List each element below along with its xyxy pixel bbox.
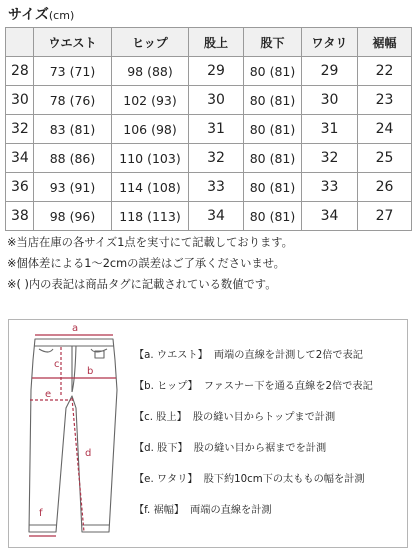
table-row: [6, 86, 412, 115]
header-cell-waist: ウエスト: [34, 28, 112, 57]
jeans-illustration: [9, 320, 134, 547]
legend-text: 股の縫い目からトップまで計測: [192, 412, 336, 423]
table-cell: 31: [189, 115, 244, 144]
table-cell: 31: [302, 115, 358, 144]
table-cell: 30: [6, 86, 34, 115]
header-cell-thigh: ワタリ: [302, 28, 358, 57]
label-a: a: [72, 323, 79, 334]
legend-text: 股下約10cm下の太ももの幅を計測: [203, 474, 365, 485]
table-cell: 38: [6, 202, 34, 231]
table-cell: 80 (81): [244, 57, 302, 86]
label-d: d: [85, 448, 92, 459]
legend-key: 【f. 裾幅】: [134, 505, 185, 516]
table-cell: 34: [302, 202, 358, 231]
table-cell: 30: [189, 86, 244, 115]
table-cell: 80 (81): [244, 173, 302, 202]
pocket-left: [39, 349, 53, 352]
table-header-row: [6, 28, 412, 57]
legend-key: 【a. ウエスト】: [134, 350, 208, 361]
table-cell: 93 (91): [34, 173, 112, 202]
note-tag-values: ※( )内の表記は商品タグに記載されている数値です。: [7, 278, 277, 291]
table-cell: 23: [358, 86, 412, 115]
table-cell: 24: [358, 115, 412, 144]
legend-item-inseam: [134, 440, 406, 471]
table-cell: 27: [358, 202, 412, 231]
table-cell: 88 (86): [34, 144, 112, 173]
table-cell: 26: [358, 173, 412, 202]
table-cell: 33: [302, 173, 358, 202]
note-stock-measure: ※当店在庫の各サイズ1点を実寸にて記載しております。: [7, 236, 293, 249]
header-cell-inseam: 股下: [244, 28, 302, 57]
note-tolerance: ※個体差による1〜2cmの誤差はご了承くださいませ。: [7, 257, 285, 270]
header-cell-size: [6, 28, 34, 57]
table-cell: 80 (81): [244, 202, 302, 231]
notes: [7, 232, 411, 295]
table-cell: 29: [189, 57, 244, 86]
legend-item-waist: [134, 347, 406, 378]
fly-curve: [72, 346, 76, 392]
table-cell: 102 (93): [112, 86, 189, 115]
table-cell: 32: [302, 144, 358, 173]
table-cell: 118 (113): [112, 202, 189, 231]
legend-text: 股の縫い目から裾までを計測: [193, 443, 327, 454]
table-row: [6, 115, 412, 144]
legend-item-rise: [134, 409, 406, 440]
table-row: [6, 173, 412, 202]
jeans-outline: [29, 339, 117, 532]
table-row: [6, 144, 412, 173]
label-e: e: [45, 389, 52, 400]
table-cell: 73 (71): [34, 57, 112, 86]
header-cell-rise: 股上: [189, 28, 244, 57]
table-cell: 80 (81): [244, 144, 302, 173]
label-c: c: [54, 359, 60, 370]
header-cell-hip: ヒップ: [112, 28, 189, 57]
table-cell: 22: [358, 57, 412, 86]
table-cell: 34: [189, 202, 244, 231]
size-title-label: サイズ: [8, 7, 49, 23]
table-cell: 30: [302, 86, 358, 115]
table-cell: 33: [189, 173, 244, 202]
table-cell: 29: [302, 57, 358, 86]
table-cell: 25: [358, 144, 412, 173]
table-cell: 78 (76): [34, 86, 112, 115]
legend-key: 【c. 股上】: [134, 412, 187, 423]
table-cell: 34: [6, 144, 34, 173]
legend-item-hem: [134, 502, 406, 533]
table-cell: 80 (81): [244, 115, 302, 144]
table-cell: 28: [6, 57, 34, 86]
header-cell-hem: 裾幅: [358, 28, 412, 57]
legend-key: 【d. 股下】: [134, 443, 188, 454]
measurement-legend: [134, 347, 406, 533]
legend-item-thigh: [134, 471, 406, 502]
size-title: [8, 4, 74, 26]
legend-key: 【e. ワタリ】: [134, 474, 198, 485]
table-cell: 83 (81): [34, 115, 112, 144]
legend-key: 【b. ヒップ】: [134, 381, 198, 392]
size-table: [5, 27, 412, 231]
legend-text: ファスナー下を通る直線を2倍で表記: [203, 381, 373, 392]
legend-item-hip: [134, 378, 406, 409]
table-cell: 32: [189, 144, 244, 173]
table-row: [6, 57, 412, 86]
table-row: [6, 202, 412, 231]
table-cell: 110 (103): [112, 144, 189, 173]
legend-text: 両端の直線を計測して2倍で表記: [213, 350, 363, 361]
table-cell: 32: [6, 115, 34, 144]
legend-text: 両端の直線を計測: [190, 505, 272, 516]
measurement-diagram: [8, 319, 408, 548]
table-cell: 98 (96): [34, 202, 112, 231]
table-cell: 98 (88): [112, 57, 189, 86]
table-cell: 114 (108): [112, 173, 189, 202]
table-cell: 36: [6, 173, 34, 202]
label-b: b: [87, 366, 94, 377]
table-cell: 80 (81): [244, 86, 302, 115]
label-f: f: [39, 508, 43, 519]
table-cell: 106 (98): [112, 115, 189, 144]
size-title-unit: (cm): [48, 9, 75, 22]
